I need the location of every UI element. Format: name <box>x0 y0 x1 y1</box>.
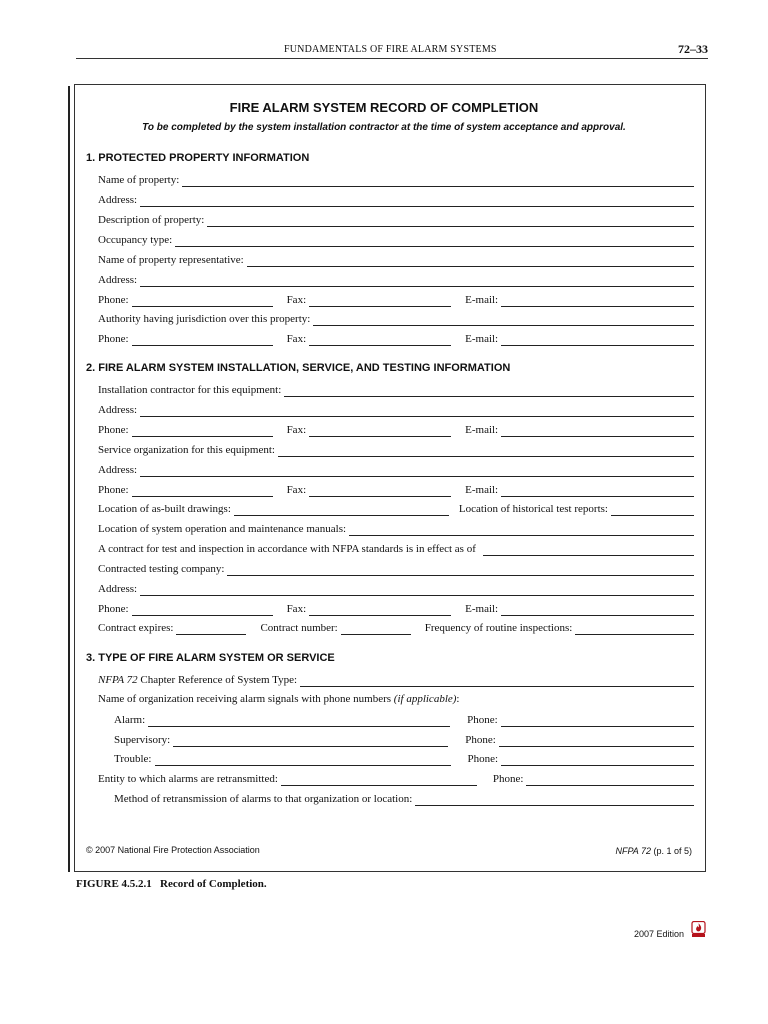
field-name-of-property[interactable] <box>182 174 694 187</box>
nfpa72-italic: NFPA 72 <box>98 674 138 686</box>
field-representative[interactable] <box>247 254 694 267</box>
field-row-occupancy <box>98 231 694 247</box>
field-phone[interactable] <box>132 603 273 616</box>
field-installer[interactable] <box>284 384 694 397</box>
field-row-org-receiving <box>98 690 694 706</box>
field-row-manuals <box>98 520 694 536</box>
label-phone: Phone: <box>98 424 129 436</box>
copyright-notice: © 2007 National Fire Protection Association <box>86 845 260 855</box>
edition-label: 2007 Edition <box>633 929 684 939</box>
field-historical[interactable] <box>611 503 694 516</box>
label-chapter-ref: Chapter Reference of System Type: <box>137 674 298 686</box>
label-supervisory: Supervisory: <box>114 734 171 746</box>
label-email: E-mail: <box>465 484 499 496</box>
field-row-testing-company <box>98 560 694 576</box>
field-address[interactable] <box>140 404 694 417</box>
field-email[interactable] <box>501 484 694 497</box>
label-fax: Fax: <box>286 333 307 345</box>
label-representative: Name of property representative: <box>98 254 244 266</box>
field-service-org[interactable] <box>278 444 694 457</box>
label-ahj: Authority having jurisdiction over this property: <box>98 313 311 325</box>
field-email[interactable] <box>501 333 694 346</box>
field-ahj[interactable] <box>313 313 694 326</box>
label-historical: Location of historical test reports: <box>458 503 608 515</box>
field-description[interactable] <box>207 214 694 227</box>
field-email[interactable] <box>501 424 694 437</box>
field-fax[interactable] <box>309 484 451 497</box>
field-alarm[interactable] <box>148 714 450 727</box>
field-chapter-ref[interactable] <box>300 674 694 687</box>
field-row-ahj <box>98 310 694 326</box>
label-trouble: Trouble: <box>114 753 152 765</box>
section1-heading: 1. PROTECTED PROPERTY INFORMATION <box>86 152 310 164</box>
field-row-supervisory <box>114 731 694 747</box>
field-row-description <box>98 211 694 227</box>
label-phone: Phone: <box>492 773 524 785</box>
field-row-representative <box>98 251 694 267</box>
field-row-drawings <box>98 500 694 516</box>
label-nfpa72 <box>98 674 297 687</box>
form-page-rest: (p. 1 of 5) <box>650 846 692 856</box>
label-fax: Fax: <box>286 424 307 436</box>
form-page-italic: NFPA 72 <box>615 846 651 856</box>
field-fax[interactable] <box>309 424 451 437</box>
field-occupancy[interactable] <box>175 234 694 247</box>
label-entity: Entity to which alarms are retransmitted: <box>98 773 278 785</box>
field-phone[interactable] <box>132 333 273 346</box>
field-fax[interactable] <box>309 294 451 307</box>
label-frequency: Frequency of routine inspections: <box>424 622 573 634</box>
label-phone: Phone: <box>98 294 129 306</box>
field-email[interactable] <box>501 603 694 616</box>
label-name-of-property: Name of property: <box>98 174 180 186</box>
label-phone: Phone: <box>467 714 498 726</box>
form-page-indicator <box>615 846 692 856</box>
field-row-entity <box>98 770 694 786</box>
page-number: 72–33 <box>678 42 708 56</box>
label-fax: Fax: <box>286 484 307 496</box>
field-asbuilt[interactable] <box>234 503 449 516</box>
label-service-org: Service organization for this equipment: <box>98 444 275 456</box>
field-row-address2 <box>98 461 694 477</box>
field-manuals[interactable] <box>349 523 694 536</box>
label-colon: : <box>456 693 460 705</box>
label-contract-number: Contract number: <box>260 622 338 634</box>
field-trouble[interactable] <box>155 753 451 766</box>
label-email: E-mail: <box>465 333 499 345</box>
form-title: FIRE ALARM SYSTEM RECORD OF COMPLETION <box>229 100 539 115</box>
field-entity-phone[interactable] <box>526 773 694 786</box>
field-row-contact2 <box>98 481 694 497</box>
field-row-method <box>114 790 694 806</box>
running-header <box>0 44 768 60</box>
field-supervisory[interactable] <box>173 734 448 747</box>
field-fax[interactable] <box>309 333 451 346</box>
label-alarm: Alarm: <box>114 714 146 726</box>
field-row-address3 <box>98 580 694 596</box>
label-description: Description of property: <box>98 214 205 226</box>
field-method[interactable] <box>415 793 694 806</box>
field-phone[interactable] <box>132 294 273 307</box>
field-address[interactable] <box>140 194 694 207</box>
field-entity[interactable] <box>281 773 477 786</box>
field-row-installer <box>98 381 694 397</box>
label-address: Address: <box>98 404 138 416</box>
label-installer: Installation contractor for this equipment: <box>98 384 282 396</box>
nfpa-logo-icon <box>691 921 706 937</box>
field-row-address <box>98 401 694 417</box>
field-row-contract-nfpa <box>98 540 694 556</box>
label-contract-nfpa: A contract for test and inspection in accordance with NFPA standards is in effect as of <box>98 543 476 555</box>
field-row-contact <box>98 421 694 437</box>
label-address: Address: <box>98 194 138 206</box>
label-phone: Phone: <box>98 333 129 345</box>
label-org-receiving-text: Name of organization receiving alarm signals with phone numbers <box>98 693 394 705</box>
label-email: E-mail: <box>465 603 499 615</box>
figure-caption: FIGURE 4.5.2.1 Record of Completion. <box>76 878 267 890</box>
field-phone[interactable] <box>132 484 273 497</box>
label-phone: Phone: <box>98 484 129 496</box>
label-fax: Fax: <box>286 294 307 306</box>
label-phone: Phone: <box>465 734 496 746</box>
field-email[interactable] <box>501 294 694 307</box>
label-address: Address: <box>98 583 138 595</box>
label-contract-expires: Contract expires: <box>98 622 174 634</box>
label-if-applicable: (if applicable) <box>393 693 457 705</box>
section3-heading: 3. TYPE OF FIRE ALARM SYSTEM OR SERVICE <box>86 652 335 664</box>
label-address: Address: <box>98 274 138 286</box>
field-address[interactable] <box>140 583 694 596</box>
field-testing-company[interactable] <box>227 563 694 576</box>
running-header-title: FUNDAMENTALS OF FIRE ALARM SYSTEMS <box>284 44 497 55</box>
field-row-name-of-property <box>98 171 694 187</box>
field-row-chapter-ref <box>98 671 694 687</box>
header-rule <box>76 58 708 59</box>
label-method: Method of retransmission of alarms to that organization or location: <box>114 793 413 805</box>
label-fax: Fax: <box>286 603 307 615</box>
field-address[interactable] <box>140 274 694 287</box>
field-frequency[interactable] <box>575 622 694 635</box>
label-address: Address: <box>98 464 138 476</box>
field-phone[interactable] <box>132 424 273 437</box>
label-manuals: Location of system operation and maintenance manuals: <box>98 523 347 535</box>
label-phone: Phone: <box>98 603 129 615</box>
field-contract-expires[interactable] <box>176 622 246 635</box>
field-address[interactable] <box>140 464 694 477</box>
label-asbuilt: Location of as-built drawings: <box>98 503 231 515</box>
field-row-alarm <box>114 711 694 727</box>
field-row-contact2 <box>98 330 694 346</box>
field-contract-date[interactable] <box>483 543 694 556</box>
field-row-contract <box>98 619 694 635</box>
label-org-receiving <box>98 693 462 706</box>
label-email: E-mail: <box>465 294 499 306</box>
label-testing-company: Contracted testing company: <box>98 563 225 575</box>
field-row-service-org <box>98 441 694 457</box>
field-row-address <box>98 191 694 207</box>
field-row-trouble <box>114 750 694 766</box>
field-alarm-phone[interactable] <box>501 714 694 727</box>
field-row-contact3 <box>98 600 694 616</box>
label-occupancy: Occupancy type: <box>98 234 173 246</box>
label-phone: Phone: <box>467 753 499 765</box>
field-row-address2 <box>98 271 694 287</box>
label-email: E-mail: <box>465 424 499 436</box>
field-supervisory-phone[interactable] <box>499 734 694 747</box>
form-subtitle: To be completed by the system installation contractor at the time of system acceptance and approval. <box>142 122 626 133</box>
field-row-contact <box>98 291 694 307</box>
field-fax[interactable] <box>309 603 451 616</box>
field-trouble-phone[interactable] <box>501 753 694 766</box>
section2-heading: 2. FIRE ALARM SYSTEM INSTALLATION, SERVICE, AND TESTING INFORMATION <box>86 362 511 374</box>
field-contract-number[interactable] <box>341 622 411 635</box>
